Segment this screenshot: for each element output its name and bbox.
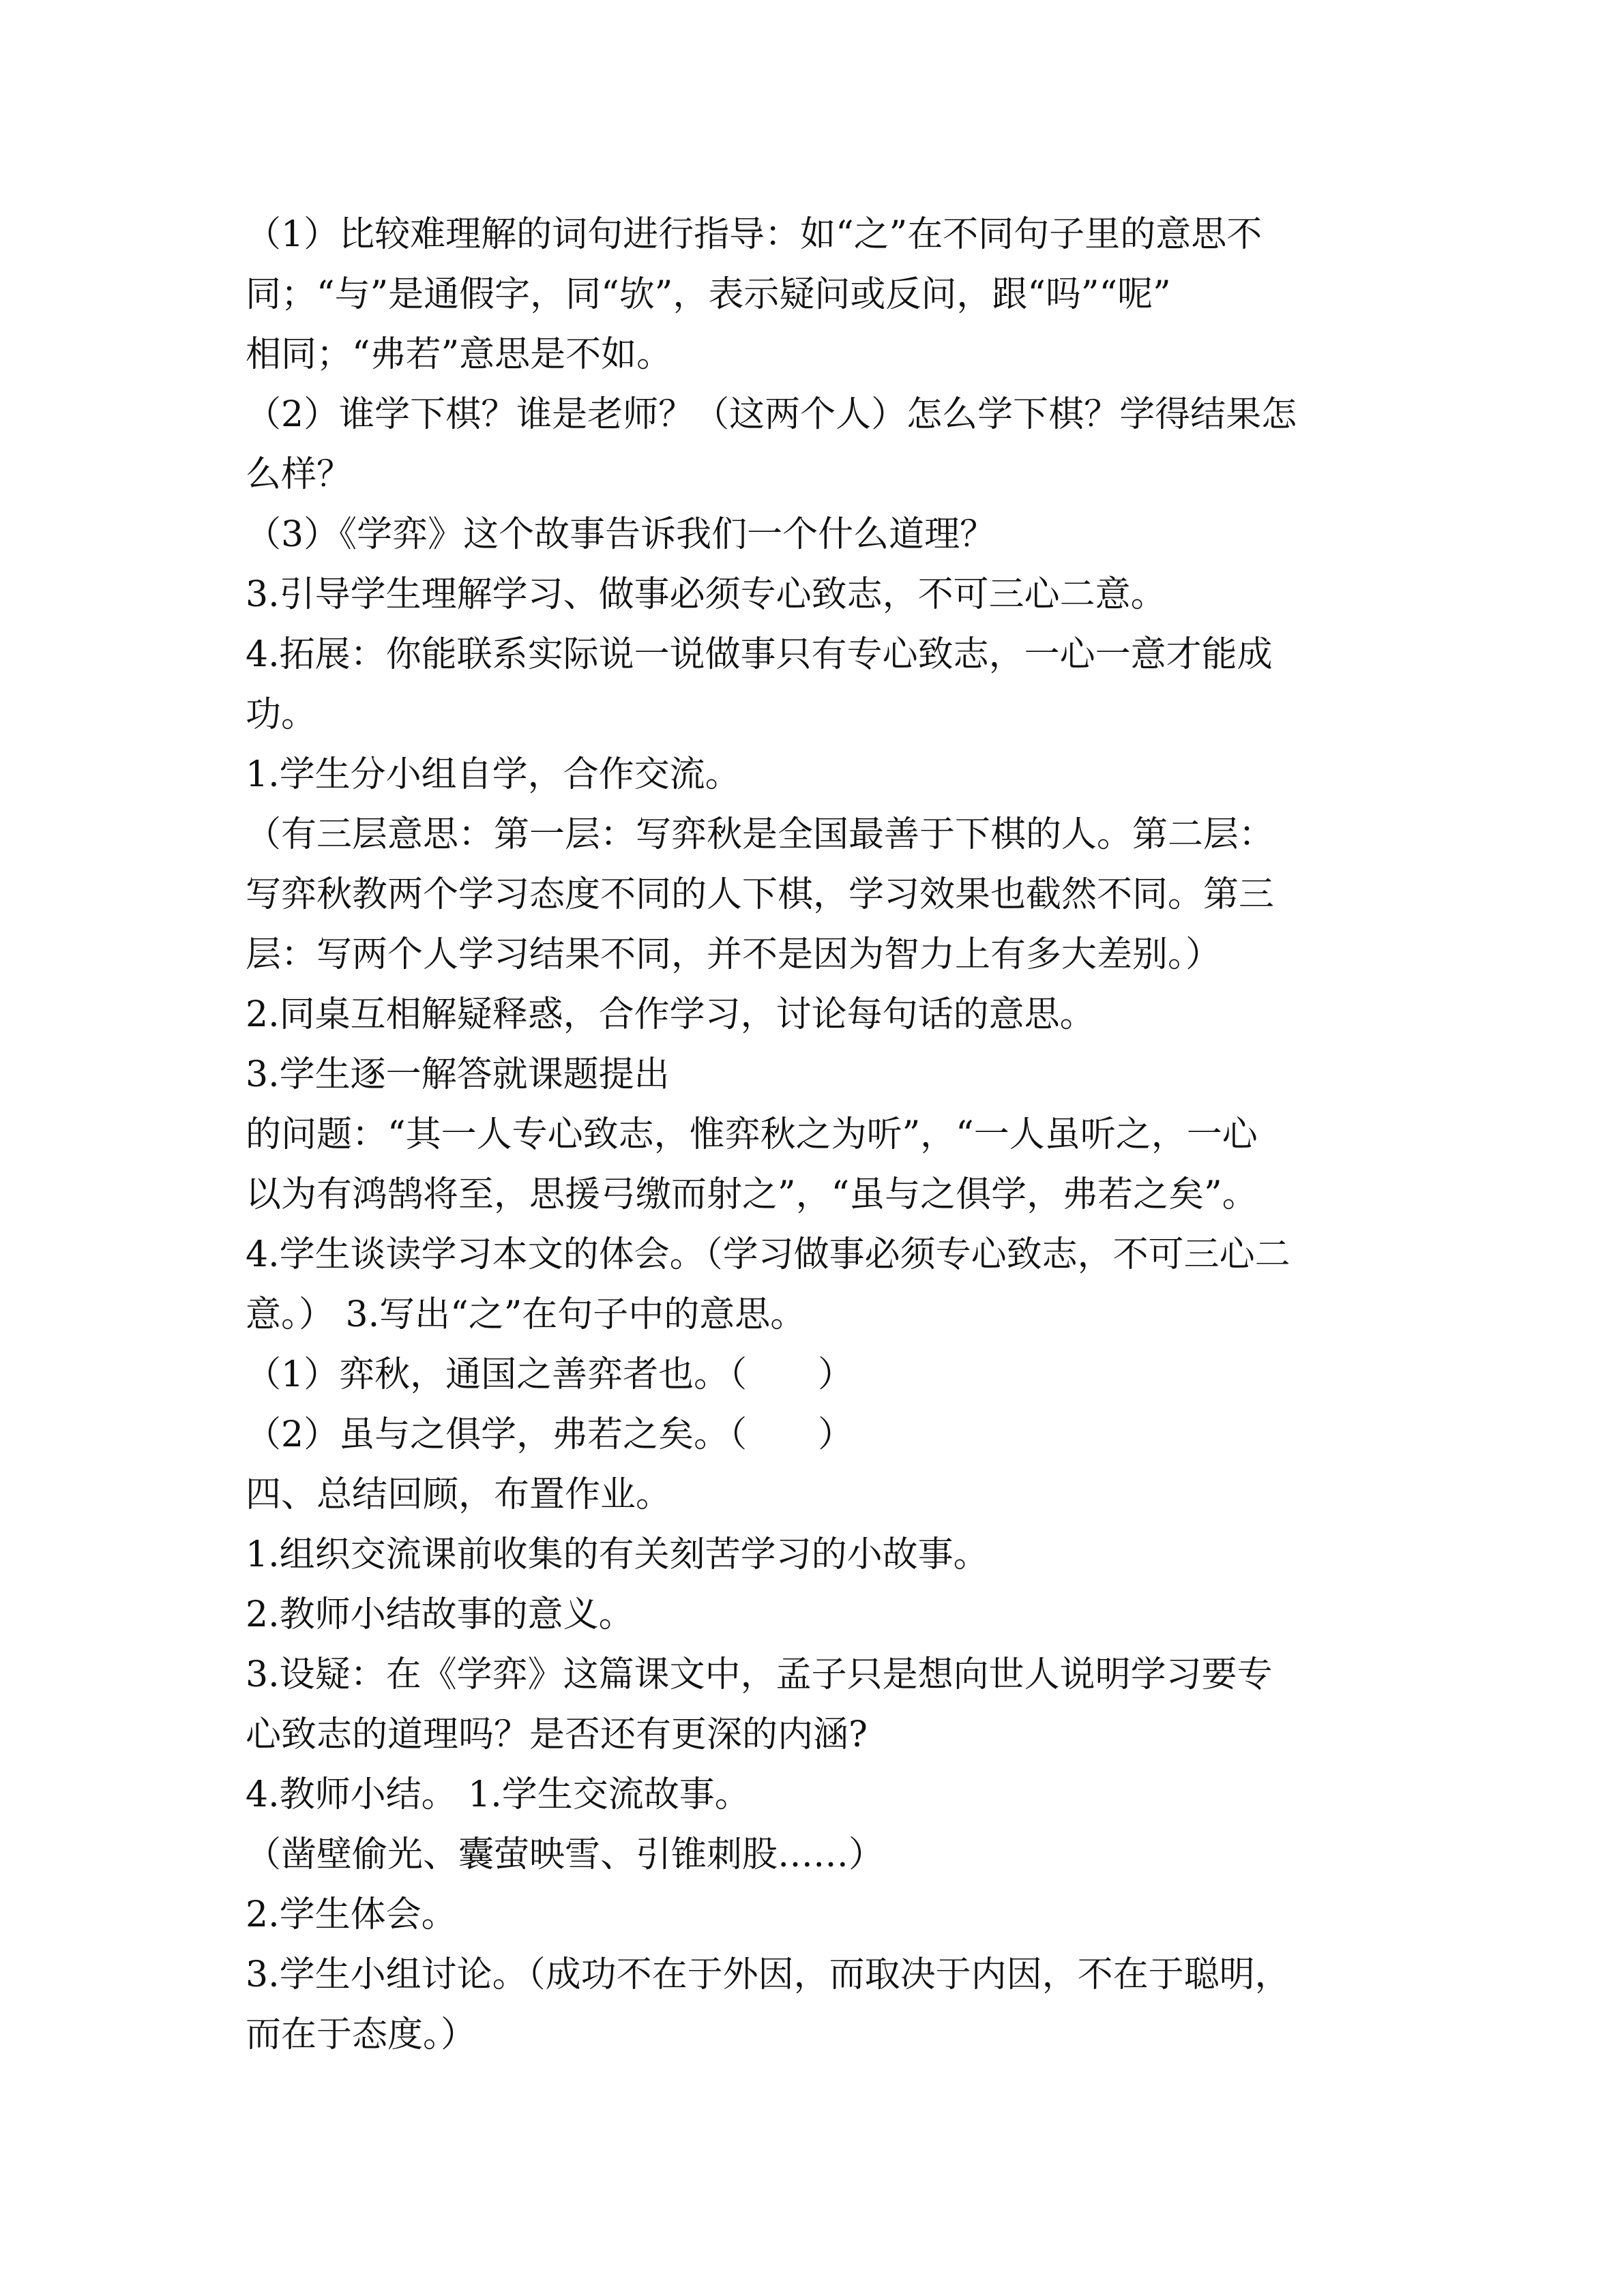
text-line: 的问题：“其一人专心致志，惟弈秋之为听”，“一人虽听之，一心 [246,1114,1258,1155]
document-body [246,205,1378,2065]
text-line: 层：写两个人学习结果不同，并不是因为智力上有多大差别。） [246,934,1222,975]
text-line: 3.引导学生理解学习、做事必须专心致志，不可三心二意。 [246,574,1166,615]
text-line: 么样？ [246,454,353,495]
text-line: 同；“与”是通假字，同“欤”，表示疑问或反问，跟“吗”“呢” [246,274,1171,315]
text-line: 功。 [246,694,317,735]
text-line: 以为有鸿鹄将至，思援弓缴而射之”，“虽与之俱学，弗若之矣”。 [246,1174,1258,1215]
text-line: 2.同桌互相解疑释惑，合作学习，讨论每句话的意思。 [246,994,1095,1035]
text-line: 3.学生逐一解答就课题提出 [246,1054,670,1095]
text-line: 1.学生分小组自学，合作交流。 [246,754,741,795]
text-line: 4.学生谈读学习本文的体会。（学习做事必须专心致志，不可三心二 [246,1234,1290,1275]
text-line: 四、总结回顾，布置作业。 [246,1474,672,1515]
text-line: 4.拓展：你能联系实际说一说做事只有专心致志，一心一意才能成 [246,634,1273,675]
text-line: 而在于态度。） [246,2014,477,2055]
text-line: （1）比较难理解的词句进行指导：如“之”在不同句子里的意思不 [246,214,1263,255]
text-line: 心致志的道理吗？是否还有更深的内涵? [246,1714,868,1755]
text-line: 2.学生体会。 [246,1894,457,1935]
text-line: 意。） 3.写出“之”在句子中的意思。 [246,1294,806,1335]
text-line: （2）虽与之俱学，弗若之矣。（ ） [246,1414,854,1455]
text-line: 相同；“弗若”意思是不如。 [246,334,673,375]
text-line: （3）《学弈》这个故事告诉我们一个什么道理？ [246,514,996,555]
text-line: 2.教师小结故事的意义。 [246,1594,634,1635]
text-line: （凿壁偷光、囊萤映雪、引锥刺股……） [246,1834,885,1875]
text-line: 1.组织交流课前收集的有关刻苦学习的小故事。 [246,1534,989,1575]
text-line: 写弈秋教两个学习态度不同的人下棋，学习效果也截然不同。第三 [246,874,1275,915]
text-line: 3.设疑：在《学弈》这篇课文中，孟子只是想向世人说明学习要专 [246,1654,1273,1695]
text-line: （有三层意思：第一层：写弈秋是全国最善于下棋的人。第二层： [246,814,1275,855]
text-line: 3.学生小组讨论。（成功不在于外因，而取决于内因，不在于聪明， [246,1954,1290,1995]
text-line: 4.教师小结。 1.学生交流故事。 [246,1774,750,1815]
text-line: （1）弈秋，通国之善弈者也。（ ） [246,1354,854,1395]
text-line: （2）谁学下棋？谁是老师？（这两个人）怎么学下棋？学得结果怎 [246,394,1297,435]
